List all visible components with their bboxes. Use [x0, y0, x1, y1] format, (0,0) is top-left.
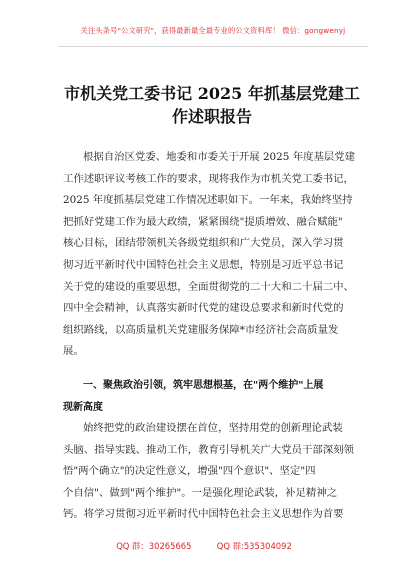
header-notice: 关注头条号"公文研究"，获得最新最全最专业的公文资料库！ 微信：gongwenyj [80, 26, 346, 35]
paragraph-line: 组织路线，以高质量机关党建服务保障*市经济社会高质量发 [63, 323, 339, 336]
paragraph-line: 2025 年度抓基层党建工作情况述职如下。一年来，我始终坚持 [63, 194, 353, 207]
paragraph-line: 四中全会精神，认真落实新时代党的建设总要求和新时代党的 [63, 302, 344, 315]
title-line: 作述职报告 [171, 107, 252, 126]
page-header [58, 22, 368, 47]
paragraph-line: 展。 [63, 345, 84, 358]
footer-qq-group-2: QQ 群:535304092 [216, 541, 292, 551]
heading-line: 一、聚焦政治引领，筑牢思想根基，在"两个维护"上展 [83, 380, 324, 391]
heading-line: 现新高度 [63, 401, 103, 413]
paragraph-line: 钙。将学习贯彻习近平新时代中国特色社会主义思想作为首要 [63, 508, 344, 521]
paragraph-line: 关于党的建设的重要思想，全面贯彻党的二十大和二十届二中、 [63, 280, 354, 293]
footer-qq-group-1: QQ 群：30265665 [116, 541, 192, 551]
document-title [64, 82, 360, 128]
paragraph-intro [63, 147, 359, 363]
paragraph-line: 根据自治区党委、地委和市委关于开展 2025 年度基层党建 [83, 151, 356, 163]
paragraph-line: 核心目标，团结带领机关各级党组织和广大党员，深入学习贯 [63, 237, 344, 250]
paragraph-line: 始终把党的政治建设摆在首位，坚持用党的创新理论武装 [83, 422, 343, 434]
title-line: 市机关党工委书记 2025 年抓基层党建工 [64, 84, 360, 103]
page-footer [0, 540, 408, 552]
paragraph-line: 工作述职评议考核工作的要求，现将我作为市机关党工委书记， [63, 172, 354, 185]
paragraph-line: 彻习近平新时代中国特色社会主义思想，特别是习近平总书记 [63, 258, 344, 271]
paragraph-line: 头脑、指导实践、推动工作，教育引导机关广大党员干部深刻领 [63, 443, 354, 456]
section-heading-1 [63, 375, 359, 418]
paragraph-line: 把抓好党建工作为最大政绩，紧紧围绕"提质增效、融合赋能" [63, 215, 343, 228]
paragraph-section-1 [63, 418, 359, 526]
paragraph-line: 个自信"、做到"两个维护"。一是强化理论武装，补足精神之 [63, 486, 338, 499]
paragraph-line: 悟"两个确立"的决定性意义，增强"四个意识"、坚定"四 [63, 465, 316, 478]
